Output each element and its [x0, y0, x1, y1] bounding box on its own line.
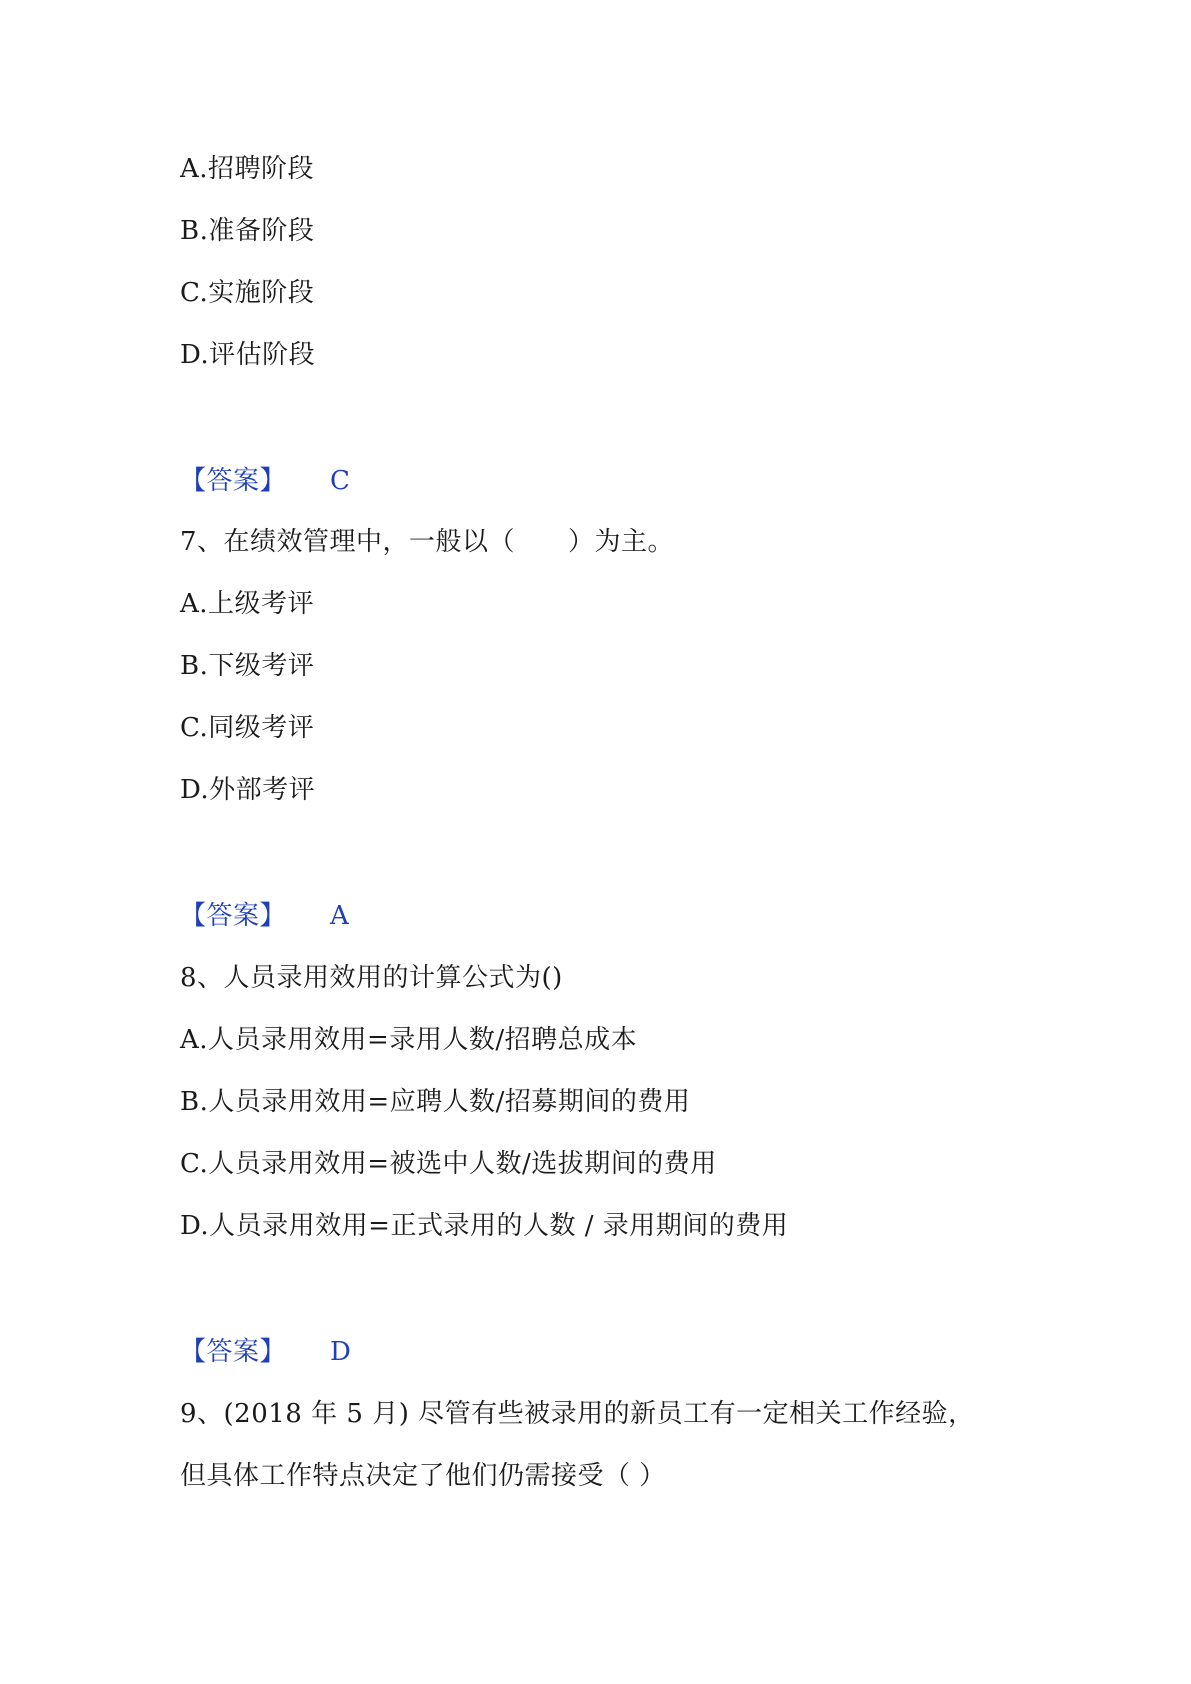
q6-option-d: D.评估阶段: [180, 340, 316, 370]
q7-option-d: D.外部考评: [180, 775, 316, 805]
q8-option-d: D.人员录用效用=正式录用的人数 / 录用期间的费用: [180, 1211, 789, 1241]
q8-option-b: B.人员录用效用=应聘人数/招募期间的费用: [180, 1087, 691, 1117]
q6-option-c: C.实施阶段: [180, 278, 315, 308]
q7-stem: 7、在绩效管理中，一般以（ ）为主。: [180, 527, 675, 557]
q8-stem: 8、人员录用效用的计算公式为(): [180, 963, 563, 993]
answer-value: D: [330, 1337, 352, 1367]
q8-option-c: C.人员录用效用=被选中人数/选拔期间的费用: [180, 1149, 717, 1179]
q6-answer: [180, 464, 350, 498]
answer-value: A: [330, 901, 350, 931]
answer-label: 【答案】: [180, 901, 287, 931]
q8-answer: [180, 1335, 351, 1369]
answer-label: 【答案】: [180, 1337, 287, 1367]
q8-option-a: A.人员录用效用=录用人数/招聘总成本: [180, 1025, 638, 1055]
q7-answer: [180, 899, 349, 933]
q6-option-a: A.招聘阶段: [180, 154, 315, 184]
q9-stem-line-1: 9、(2018 年 5 月) 尽管有些被录用的新员工有一定相关工作经验，: [180, 1399, 975, 1429]
q7-option-a: A.上级考评: [180, 589, 315, 619]
q9-stem-line-2: 但具体工作特点决定了他们仍需接受（ ）: [180, 1461, 666, 1491]
answer-label: 【答案】: [180, 466, 287, 496]
q7-option-b: B.下级考评: [180, 651, 315, 681]
answer-value: C: [330, 466, 351, 496]
q7-option-c: C.同级考评: [180, 713, 315, 743]
q6-option-b: B.准备阶段: [180, 216, 315, 246]
